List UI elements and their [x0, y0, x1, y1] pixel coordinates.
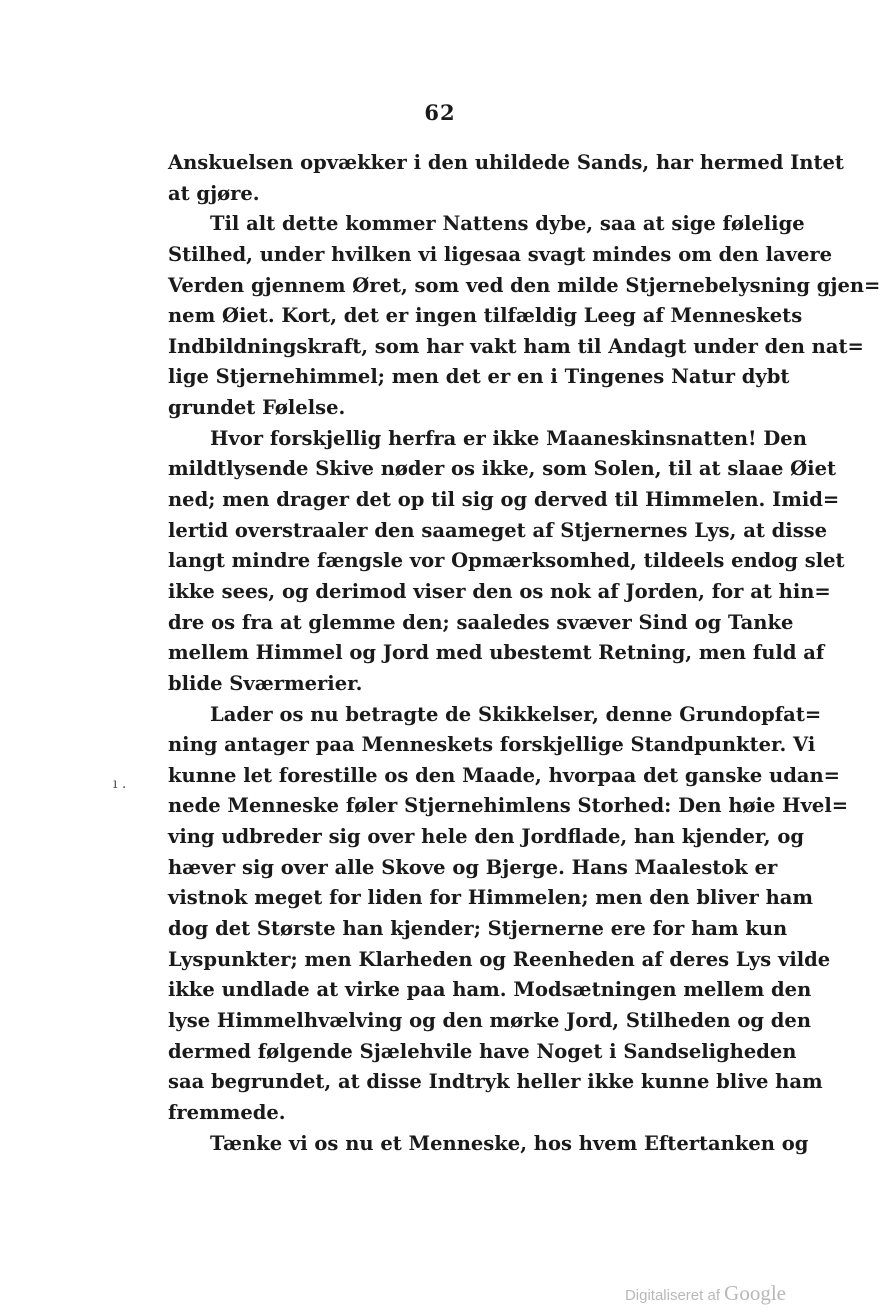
text-line: ned; men drager det op til sig og derved til Himmelen. Imid=	[168, 488, 840, 512]
text-line: kunne let forestille os den Maade, hvorpaa det ganske udan=	[168, 763, 840, 787]
text-line: langt mindre fængsle vor Opmærksomhed, tildeels endog slet	[168, 549, 845, 573]
text-line: grundet Følelse.	[168, 396, 346, 420]
text-line: lyse Himmelhvælving og den mørke Jord, Stilheden og den	[168, 1008, 812, 1032]
text-line: ning antager paa Menneskets forskjellige Standpunkter. Vi	[168, 733, 816, 757]
text-line: Indbildningskraft, som har vakt ham til Andagt under den nat=	[168, 334, 864, 358]
text-line: nede Menneske føler Stjernehimlens Storhed: Den høie Hvel=	[168, 794, 849, 818]
text-line: dog det Største han kjender; Stjernerne ere for ham kun	[168, 917, 788, 941]
digitization-watermark	[625, 1281, 786, 1306]
text-line: ikke sees, og derimod viser den os nok af Jorden, for at hin=	[168, 579, 831, 603]
text-line: Verden gjennem Øret, som ved den milde Stjernebelysning gjen=	[168, 273, 880, 297]
text-line: Lyspunkter; men Klarheden og Reenheden af deres Lys vilde	[168, 947, 831, 971]
text-line: ving udbreder sig over hele den Jordflade, han kjender, og	[168, 825, 804, 849]
watermark-prefix: Digitaliseret af	[624, 1287, 725, 1304]
text-line: vistnok meget for liden for Himmelen; men den bliver ham	[168, 886, 814, 910]
text-line: saa begrundet, at disse Indtryk heller ikke kunne blive ham	[168, 1070, 823, 1094]
text-line: blide Sværmerier.	[168, 671, 363, 695]
text-line: mildtlysende Skive nøder os ikke, som Solen, til at slaae Øiet	[168, 457, 836, 481]
text-line: Hvor forskjellig herfra er ikke Maaneskinsnatten! Den	[210, 426, 807, 450]
text-line: mellem Himmel og Jord med ubestemt Retning, men fuld af	[168, 641, 825, 665]
text-line: Til alt dette kommer Nattens dybe, saa at sige følelige	[210, 212, 805, 236]
text-line: fremmede.	[168, 1100, 286, 1124]
text-line: Tænke vi os nu et Menneske, hos hvem Eftertanken og	[210, 1131, 809, 1155]
page-number: 62	[424, 100, 456, 125]
text-line: dre os fra at glemme den; saaledes svæver Sind og Tanke	[168, 610, 794, 634]
text-line: hæver sig over alle Skove og Bjerge. Hans Maalestok er	[168, 855, 778, 879]
text-line: at gjøre.	[168, 181, 260, 205]
text-line: lertid overstraaler den saameget af Stjernernes Lys, at disse	[168, 518, 828, 542]
text-line: Stilhed, under hvilken vi ligesaa svagt mindes om den lavere	[168, 242, 833, 266]
text-line: dermed følgende Sjælehvile have Noget i Sandseligheden	[168, 1039, 797, 1063]
text-line: ikke undlade at virke paa ham. Modsætningen mellem den	[168, 978, 812, 1002]
google-logo: Google	[724, 1281, 786, 1305]
text-line: nem Øiet. Kort, det er ingen tilfældig Leeg af Menneskets	[168, 304, 803, 328]
text-line: lige Stjernehimmel; men det er en i Tingenes Natur dybt	[168, 365, 790, 389]
text-line: Anskuelsen opvækker i den uhildede Sands, har hermed Intet	[168, 151, 844, 174]
margin-mark: ı .	[113, 776, 127, 792]
text-line: Lader os nu betragte de Skikkelser, denne Grundopfat=	[210, 702, 822, 726]
body-text	[168, 148, 880, 1159]
